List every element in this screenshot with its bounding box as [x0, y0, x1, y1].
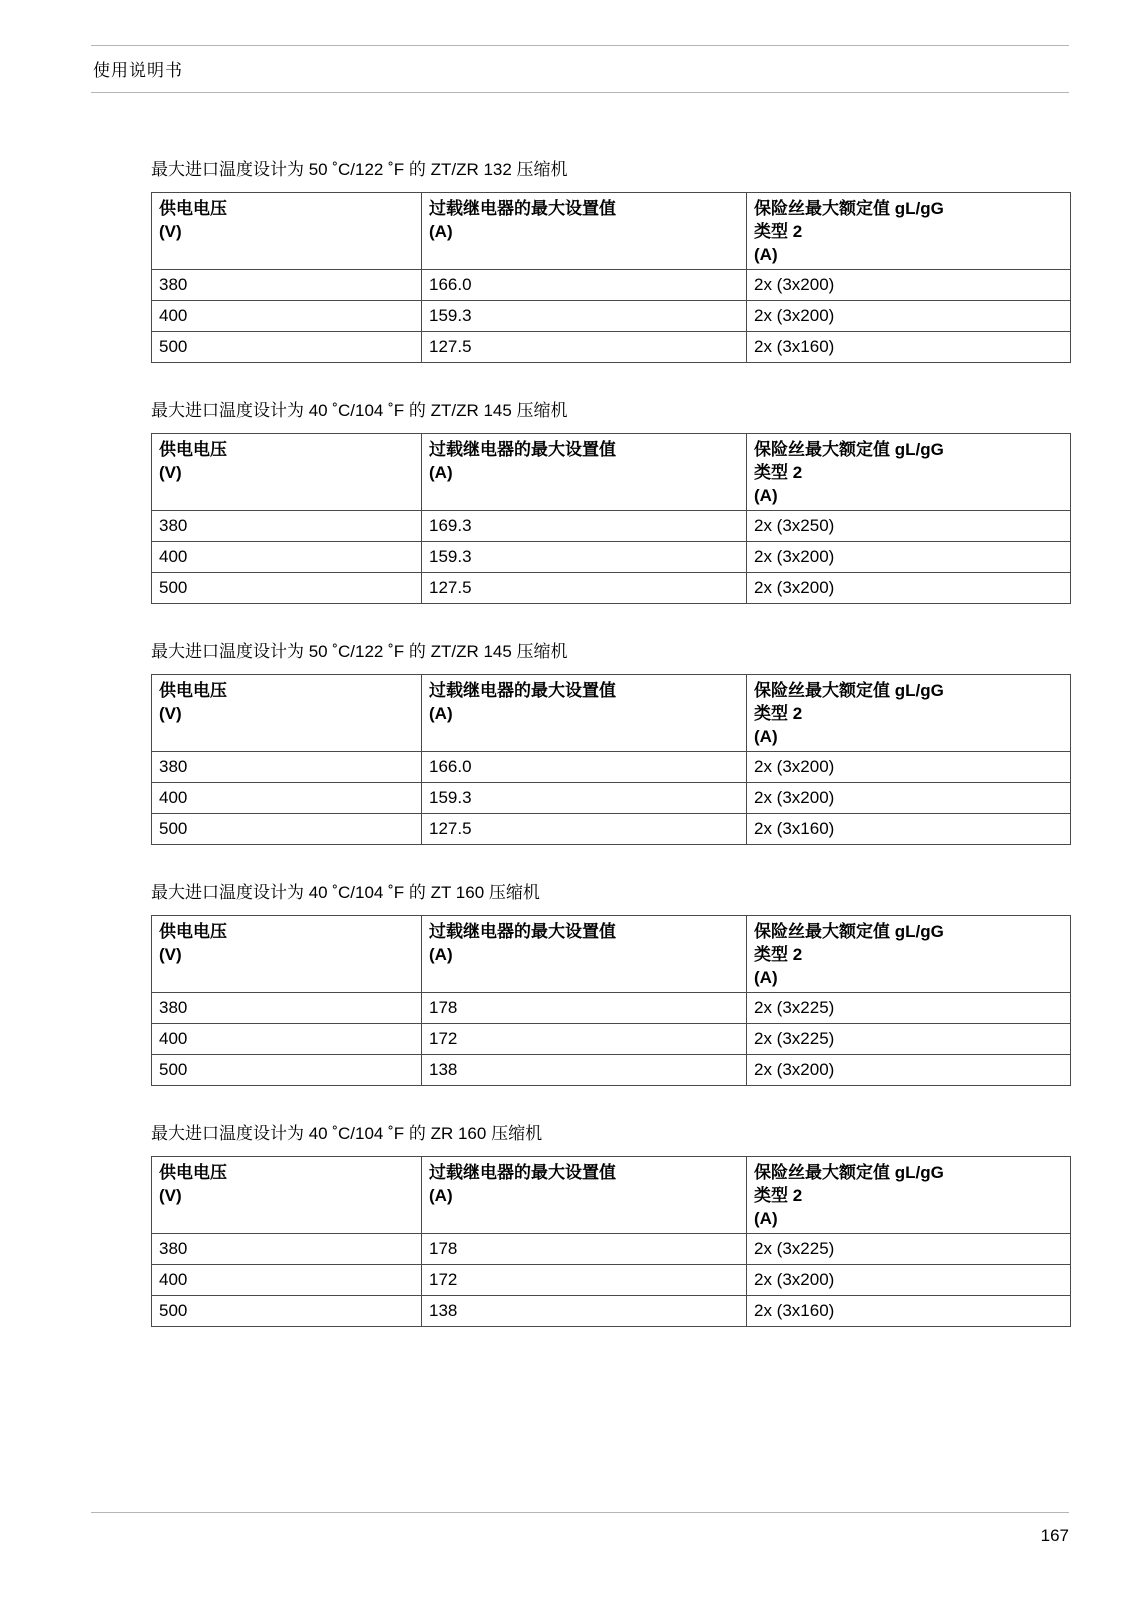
cell-voltage: 400 [152, 1024, 422, 1055]
header-line: (A) [754, 486, 778, 505]
table-row [152, 814, 1071, 845]
running-header: 使用说明书 [93, 61, 183, 80]
header-line: (V) [159, 222, 182, 241]
cell-voltage: 500 [152, 814, 422, 845]
cell-relay-setting: 172 [422, 1265, 747, 1296]
table-row [152, 542, 1071, 573]
cell-voltage: 500 [152, 1296, 422, 1327]
header-rule-bottom [91, 92, 1069, 93]
cell-voltage: 400 [152, 542, 422, 573]
cell-fuse-rating: 2x (3x200) [747, 1055, 1071, 1086]
table-row [152, 1265, 1071, 1296]
header-line: 保险丝最大额定值 gL/gG [754, 440, 944, 459]
cell-voltage: 380 [152, 511, 422, 542]
spec-table [151, 915, 1071, 1086]
header-line: (V) [159, 945, 182, 964]
cell-voltage: 400 [152, 783, 422, 814]
header-line: (A) [429, 704, 453, 723]
cell-relay-setting: 127.5 [422, 814, 747, 845]
cell-fuse-rating: 2x (3x200) [747, 752, 1071, 783]
header-line: (A) [429, 463, 453, 482]
header-voltage [152, 193, 422, 270]
table-row [152, 1055, 1071, 1086]
header-relay-setting [422, 434, 747, 511]
cell-relay-setting: 172 [422, 1024, 747, 1055]
header-line: (A) [429, 222, 453, 241]
header-line: 保险丝最大额定值 gL/gG [754, 681, 944, 700]
header-fuse-rating [747, 434, 1071, 511]
spec-table [151, 433, 1071, 604]
section-title: 最大进口温度设计为 40 ˚C/104 ˚F 的 ZT/ZR 145 压缩机 [151, 401, 568, 420]
table-row [152, 511, 1071, 542]
cell-voltage: 400 [152, 301, 422, 332]
header-line: 类型 2 [754, 1186, 803, 1205]
header-line: (A) [754, 1209, 778, 1228]
cell-relay-setting: 159.3 [422, 783, 747, 814]
header-voltage [152, 1157, 422, 1234]
header-line: 供电电压 [159, 440, 227, 459]
cell-voltage: 500 [152, 573, 422, 604]
table-row [152, 301, 1071, 332]
cell-voltage: 380 [152, 993, 422, 1024]
header-line: 过载继电器的最大设置值 [429, 199, 616, 218]
cell-relay-setting: 127.5 [422, 573, 747, 604]
cell-voltage: 380 [152, 1234, 422, 1265]
spec-table [151, 192, 1071, 363]
cell-fuse-rating: 2x (3x200) [747, 270, 1071, 301]
table-header-row [152, 1157, 1071, 1234]
cell-fuse-rating: 2x (3x225) [747, 993, 1071, 1024]
header-fuse-rating [747, 675, 1071, 752]
header-line: 供电电压 [159, 1163, 227, 1182]
cell-fuse-rating: 2x (3x200) [747, 1265, 1071, 1296]
table-row [152, 993, 1071, 1024]
table-header-row [152, 675, 1071, 752]
cell-relay-setting: 138 [422, 1055, 747, 1086]
spec-table [151, 674, 1071, 845]
cell-relay-setting: 166.0 [422, 270, 747, 301]
cell-voltage: 380 [152, 752, 422, 783]
cell-relay-setting: 178 [422, 993, 747, 1024]
header-line: 供电电压 [159, 922, 227, 941]
footer-rule [91, 1512, 1069, 1513]
cell-relay-setting: 159.3 [422, 301, 747, 332]
table-row [152, 573, 1071, 604]
cell-fuse-rating: 2x (3x200) [747, 542, 1071, 573]
header-rule-top [91, 45, 1069, 46]
cell-voltage: 400 [152, 1265, 422, 1296]
header-line: 类型 2 [754, 222, 803, 241]
header-voltage [152, 675, 422, 752]
header-voltage [152, 916, 422, 993]
header-line: 类型 2 [754, 704, 803, 723]
header-line: 保险丝最大额定值 gL/gG [754, 199, 944, 218]
header-line: (A) [754, 245, 778, 264]
cell-fuse-rating: 2x (3x225) [747, 1024, 1071, 1055]
section-title: 最大进口温度设计为 50 ˚C/122 ˚F 的 ZT/ZR 132 压缩机 [151, 160, 568, 179]
cell-relay-setting: 138 [422, 1296, 747, 1327]
header-line: (V) [159, 704, 182, 723]
section-title: 最大进口温度设计为 50 ˚C/122 ˚F 的 ZT/ZR 145 压缩机 [151, 642, 568, 661]
table-row [152, 1234, 1071, 1265]
header-fuse-rating [747, 193, 1071, 270]
header-line: (A) [429, 945, 453, 964]
header-relay-setting [422, 1157, 747, 1234]
header-line: 类型 2 [754, 463, 803, 482]
cell-voltage: 380 [152, 270, 422, 301]
cell-relay-setting: 159.3 [422, 542, 747, 573]
table-header-row [152, 193, 1071, 270]
section-title: 最大进口温度设计为 40 ˚C/104 ˚F 的 ZR 160 压缩机 [151, 1124, 543, 1143]
cell-relay-setting: 178 [422, 1234, 747, 1265]
cell-relay-setting: 166.0 [422, 752, 747, 783]
cell-fuse-rating: 2x (3x160) [747, 1296, 1071, 1327]
header-fuse-rating [747, 1157, 1071, 1234]
table-row [152, 752, 1071, 783]
header-line: (V) [159, 1186, 182, 1205]
header-line: 供电电压 [159, 199, 227, 218]
cell-fuse-rating: 2x (3x160) [747, 814, 1071, 845]
cell-fuse-rating: 2x (3x250) [747, 511, 1071, 542]
header-line: (A) [754, 727, 778, 746]
table-row [152, 270, 1071, 301]
cell-voltage: 500 [152, 332, 422, 363]
header-line: (A) [429, 1186, 453, 1205]
spec-section [151, 1122, 1070, 1327]
header-line: (V) [159, 463, 182, 482]
header-relay-setting [422, 193, 747, 270]
document-body [151, 158, 1070, 1363]
cell-voltage: 500 [152, 1055, 422, 1086]
header-line: 过载继电器的最大设置值 [429, 1163, 616, 1182]
header-line: 过载继电器的最大设置值 [429, 922, 616, 941]
cell-relay-setting: 169.3 [422, 511, 747, 542]
header-relay-setting [422, 916, 747, 993]
table-row [152, 1296, 1071, 1327]
cell-fuse-rating: 2x (3x200) [747, 783, 1071, 814]
header-line: (A) [754, 968, 778, 987]
header-line: 过载继电器的最大设置值 [429, 681, 616, 700]
header-line: 过载继电器的最大设置值 [429, 440, 616, 459]
spec-section [151, 399, 1070, 604]
table-row [152, 332, 1071, 363]
page-number: 167 [1040, 1526, 1069, 1545]
header-line: 保险丝最大额定值 gL/gG [754, 922, 944, 941]
header-fuse-rating [747, 916, 1071, 993]
spec-table [151, 1156, 1071, 1327]
header-relay-setting [422, 675, 747, 752]
section-title: 最大进口温度设计为 40 ˚C/104 ˚F 的 ZT 160 压缩机 [151, 883, 540, 902]
spec-section [151, 640, 1070, 845]
cell-fuse-rating: 2x (3x225) [747, 1234, 1071, 1265]
cell-relay-setting: 127.5 [422, 332, 747, 363]
table-header-row [152, 434, 1071, 511]
header-line: 保险丝最大额定值 gL/gG [754, 1163, 944, 1182]
cell-fuse-rating: 2x (3x200) [747, 573, 1071, 604]
spec-section [151, 158, 1070, 363]
cell-fuse-rating: 2x (3x160) [747, 332, 1071, 363]
table-header-row [152, 916, 1071, 993]
header-line: 供电电压 [159, 681, 227, 700]
cell-fuse-rating: 2x (3x200) [747, 301, 1071, 332]
header-line: 类型 2 [754, 945, 803, 964]
table-row [152, 1024, 1071, 1055]
table-row [152, 783, 1071, 814]
header-voltage [152, 434, 422, 511]
spec-section [151, 881, 1070, 1086]
